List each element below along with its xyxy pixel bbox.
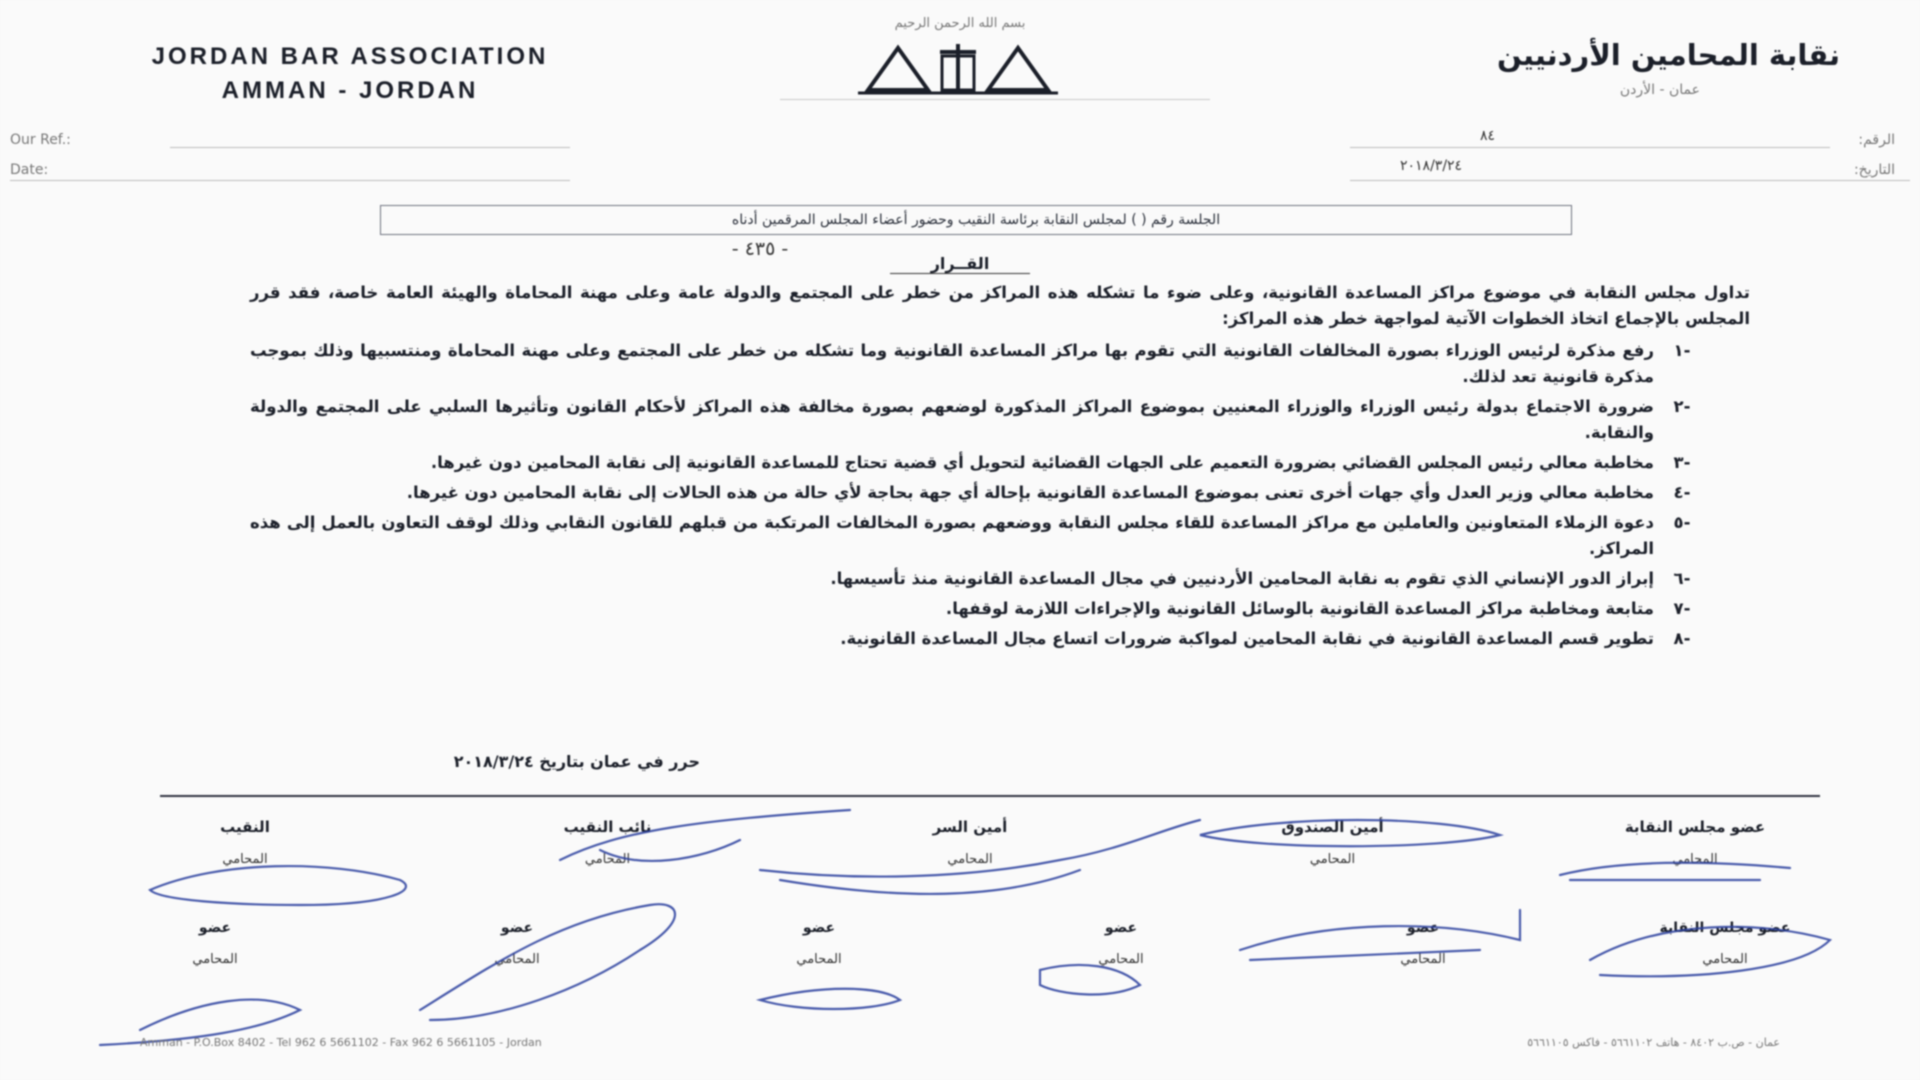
footer-arabic: عمان - ص.ب ٨٤٠٢ - هاتف ٥٦٦١١٠٢ - فاكس ٥٦٦١١٠٥ xyxy=(1527,1036,1780,1049)
point-text: ضرورة الاجتماع بدولة رئيس الوزراء والوزراء المعنيين بموضوع المراكز المذكورة لوضعهم بصورة مخالفة هذه المراكز لأحكام القانون وتأثيرها السلبي على المجتمع والدولة والنقابة. xyxy=(250,397,1654,442)
point-number: -٨ xyxy=(1673,629,1691,648)
signature-title: عضو xyxy=(1104,920,1138,936)
issue-date-line: حرر في عمان بتاريخ ٢٠١٨/٣/٢٤ xyxy=(453,752,700,771)
signature-title: أمين السر xyxy=(932,818,1008,836)
signature-block xyxy=(1570,818,1820,867)
signature-block xyxy=(483,818,733,867)
number-value: ٨٤ xyxy=(1480,128,1496,144)
basmala: بسم الله الرحمن الرحيم xyxy=(894,16,1026,31)
decision-point xyxy=(250,450,1710,476)
point-text: مخاطبة معالي رئيس المجلس القضائي بضرورة التعميم على الجهات القضائية لتحويل أي قضية تحتاج للمساعدة القانونية إلى نقابة المحامين دون غيرها. xyxy=(430,453,1654,472)
point-number: -٧ xyxy=(1673,599,1691,618)
signature-row-2 xyxy=(120,920,1820,967)
signature-title: نائب النقيب xyxy=(563,818,652,836)
signature-title: عضو xyxy=(198,920,232,936)
signature-block xyxy=(422,920,612,967)
decision-point xyxy=(250,566,1710,592)
signature-block xyxy=(1328,920,1518,967)
point-text: دعوة الزملاء المتعاونين والعاملين مع مراكز المساعدة للقاء مجلس النقابة ووضعهم بصورة المخالفات المرتكبة من قبلهم للقانون النقابي وذلك لوقف التعاون بالعمل إلى هذه المراكز. xyxy=(250,513,1654,558)
signature-title: أمين الصندوق xyxy=(1281,818,1384,836)
english-org-city: AMMAN - JORDAN xyxy=(221,77,479,104)
signature-block xyxy=(1208,818,1458,867)
ref-line xyxy=(170,147,570,148)
date-line-right xyxy=(1350,180,1910,181)
english-org-name: JORDAN BAR ASSOCIATION xyxy=(151,43,549,70)
decision-point xyxy=(250,510,1710,562)
signature-block xyxy=(120,920,310,967)
decision-point xyxy=(250,596,1710,622)
signature-name: المحامي xyxy=(796,952,842,967)
signature-title: عضو xyxy=(500,920,534,936)
signature-row-1 xyxy=(120,818,1820,867)
signature-block xyxy=(120,818,370,867)
signature-name: المحامي xyxy=(584,852,631,867)
number-label: الرقم: xyxy=(1858,132,1895,148)
decision-heading: القــرار xyxy=(890,254,1030,274)
signature-title: عضو xyxy=(1406,920,1440,936)
signature-scribble xyxy=(1040,965,1140,994)
date-line-left xyxy=(10,180,570,181)
number-line xyxy=(1350,147,1830,148)
date-label: Date: xyxy=(10,162,49,178)
decision-point xyxy=(250,480,1710,506)
point-number: -١ xyxy=(1673,341,1691,360)
signature-title: عضو xyxy=(802,920,836,936)
decision-number: - ٤٣٥ - xyxy=(731,238,789,260)
date-label-ar: التاريخ: xyxy=(1853,162,1895,178)
point-text: تطوير قسم المساعدة القانونية في نقابة المحامين لمواكبة ضرورات اتساع مجال المساعدة القانونية. xyxy=(840,629,1654,648)
signature-title: عضو مجلس النقابة xyxy=(1624,818,1766,836)
signature-name: المحامي xyxy=(1400,952,1446,967)
decision-body xyxy=(250,280,1750,656)
footer-english: Amman - P.O.Box 8402 - Tel 962 6 5661102 - Fax 962 6 5661105 - Jordan xyxy=(140,1036,542,1049)
point-text: مخاطبة معالي وزير العدل وأي جهات أخرى تعنى بموضوع المساعدة القانونية بإحالة أي جهة بحاجة لأي حالة من هذه الحالات إلى نقابة المحامين دون غيرها. xyxy=(406,483,1654,502)
signature-name: المحامي xyxy=(494,952,540,967)
english-letterhead xyxy=(50,40,650,108)
point-number: -٥ xyxy=(1673,513,1691,532)
point-number: -٦ xyxy=(1673,569,1691,588)
signature-divider xyxy=(160,795,1820,797)
decision-intro: تداول مجلس النقابة في موضوع مراكز المساعدة القانونية، وعلى ضوء ما تشكله هذه المراكز من خطر على المجتمع والدولة عامة وعلى مهنة المحاماة والهيئة العامة خاصة، فقد قرر المجلس بالإجماع اتخاذ الخطوات الآتية لمواجهة خطر هذه المراكز: xyxy=(250,283,1750,328)
decision-point xyxy=(250,394,1710,446)
point-number: -٢ xyxy=(1673,397,1691,416)
date-value: ٢٠١٨/٣/٢٤ xyxy=(1400,158,1463,174)
signature-block xyxy=(1630,920,1820,967)
signature-block xyxy=(1026,920,1216,967)
signature-name: المحامي xyxy=(222,852,268,867)
signature-title: عضو مجلس النقابة xyxy=(1659,920,1791,936)
header-divider xyxy=(780,99,1210,100)
ref-label: Our Ref.: xyxy=(10,132,71,148)
subject-box: الجلسة رقم ( ) لمجلس النقابة برئاسة النقيب وحضور أعضاء المجلس المرقمين أدناه xyxy=(380,205,1572,235)
point-text: إبراز الدور الإنساني الذي تقوم به نقابة المحامين الأردنيين في مجال المساعدة القانونية منذ تأسيسها. xyxy=(830,569,1654,588)
decision-point xyxy=(250,626,1710,652)
arabic-org-name: نقابة المحامين الأردنيين xyxy=(1496,38,1840,72)
signature-name: المحامي xyxy=(1309,852,1356,867)
signature-scribble xyxy=(760,989,900,1009)
scales-logo-icon xyxy=(858,40,1058,96)
point-number: -٣ xyxy=(1673,453,1691,472)
arabic-org-city: عمان - الأردن xyxy=(1619,82,1700,98)
signature-name: المحامي xyxy=(1098,952,1144,967)
letterhead-footer xyxy=(140,1036,1780,1049)
signature-title: النقيب xyxy=(220,818,270,836)
point-text: متابعة ومخاطبة مراكز المساعدة القانونية بالوسائل القانونية والإجراءات اللازمة لوقفها. xyxy=(945,599,1654,618)
point-text: رفع مذكرة لرئيس الوزراء بصورة المخالفات القانونية التي تقوم بها مراكز المساعدة القانونية وما تشكله من خطر على المجتمع وعلى مهنة المحاماة ومنتسبيها وذلك بموجب مذكرة قانونية تعد لذلك. xyxy=(250,341,1654,386)
signature-block xyxy=(845,818,1095,867)
signature-scribble xyxy=(150,866,406,905)
signature-block xyxy=(724,920,914,967)
signature-name: المحامي xyxy=(1702,952,1748,967)
signature-name: المحامي xyxy=(1672,852,1718,867)
signature-name: المحامي xyxy=(192,952,238,967)
arabic-letterhead xyxy=(1280,38,1840,98)
decision-points xyxy=(250,338,1710,652)
signature-name: المحامي xyxy=(947,852,993,867)
point-number: -٤ xyxy=(1673,483,1691,502)
decision-point xyxy=(250,338,1710,390)
